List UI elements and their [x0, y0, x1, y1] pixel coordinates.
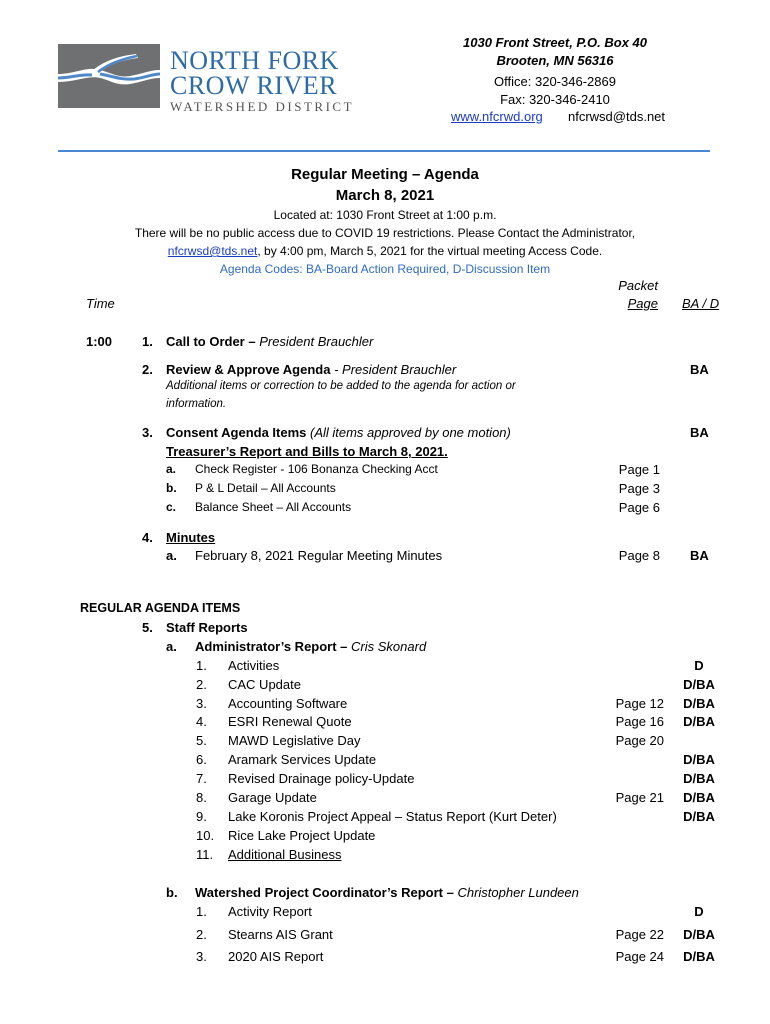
list-item-text: Revised Drainage policy-Update — [228, 771, 415, 786]
section-b — [195, 885, 579, 900]
address-line-2: Brooten, MN 56316 — [496, 53, 614, 68]
item-3-title: Consent Agenda Items — [166, 425, 307, 440]
page-title: Regular Meeting – Agenda — [291, 166, 479, 183]
section-a-label: a. — [166, 639, 177, 654]
agenda-codes: Agenda Codes: BA-Board Action Required, D-Discussion Item — [219, 262, 551, 276]
item-4a-code: BA — [690, 548, 709, 563]
item-2-code: BA — [690, 362, 709, 377]
logo-line-1: NORTH FORK — [170, 46, 339, 75]
item-3c-page: Page 6 — [618, 500, 660, 515]
list-item-num: 2. — [196, 927, 207, 942]
item-1-num: 1. — [142, 334, 153, 349]
item-3a: Check Register - 106 Bonanza Checking Acct — [195, 462, 438, 476]
fax-number: Fax: 320-346-2410 — [500, 92, 610, 107]
list-item-code: D/BA — [683, 809, 715, 824]
list-item-num: 10. — [196, 828, 215, 843]
list-item-num: 3. — [196, 949, 207, 964]
list-item-num: 8. — [196, 790, 207, 805]
list-item-page: Page 20 — [615, 733, 664, 748]
meeting-location: Located at: 1030 Front Street at 1:00 p.m. — [273, 208, 497, 222]
logo-line-3: WATERSHED DISTRICT — [170, 99, 355, 114]
list-item-text: Aramark Services Update — [228, 752, 377, 767]
list-item-code: D/BA — [683, 752, 715, 767]
list-item-page: Page 16 — [615, 714, 664, 729]
col-packet-2: Page — [627, 296, 658, 311]
office-phone: Office: 320-346-2869 — [494, 74, 616, 89]
item-1-title: Call to Order – — [166, 334, 256, 349]
section-b-label: b. — [166, 885, 178, 900]
time-1: 1:00 — [86, 334, 113, 349]
list-item-num: 4. — [196, 714, 207, 729]
list-item-num: 6. — [196, 752, 207, 767]
item-2-note-1: Additional items or correction to be added to the agenda for action or — [166, 380, 516, 392]
list-item-text: 2020 AIS Report — [228, 949, 324, 964]
list-item-text: Stearns AIS Grant — [228, 927, 333, 942]
list-item-text: CAC Update — [228, 677, 301, 692]
regular-heading: REGULAR AGENDA ITEMS — [80, 601, 241, 615]
covid-notice-2 — [0, 244, 770, 258]
header-divider — [58, 150, 710, 152]
list-item-text: Activities — [228, 658, 280, 673]
list-item-code: D/BA — [683, 677, 715, 692]
contact-email: nfcrwsd@tds.net — [568, 109, 666, 124]
list-item-num: 1. — [196, 904, 207, 919]
col-time: Time — [86, 296, 115, 311]
list-item-num: 5. — [196, 733, 207, 748]
list-item-text: Lake Koronis Project Appeal – Status Report (Kurt Deter) — [228, 809, 557, 824]
section-a-title: Administrator’s Report – — [195, 639, 348, 654]
list-item-num: 3. — [196, 696, 207, 711]
section-a — [195, 639, 426, 654]
list-item-text: Rice Lake Project Update — [228, 828, 376, 843]
list-item-num: 2. — [196, 677, 207, 692]
item-3 — [166, 425, 511, 440]
list-item-code: D/BA — [683, 927, 715, 942]
col-packet-1: Packet — [618, 278, 658, 293]
list-item-num: 9. — [196, 809, 207, 824]
list-item-code: D/BA — [683, 790, 715, 805]
item-2-num: 2. — [142, 362, 153, 377]
treasurer-heading: Treasurer’s Report and Bills to March 8, 2021. — [166, 444, 448, 459]
list-item-page: Page 21 — [615, 790, 664, 805]
list-item-code: D — [694, 904, 704, 919]
section-b-who: Christopher Lundeen — [453, 885, 579, 900]
list-item-text: Accounting Software — [228, 696, 348, 711]
list-item-code: D/BA — [683, 696, 715, 711]
section-b-title: Watershed Project Coordinator’s Report – — [195, 885, 454, 900]
item-5-num: 5. — [142, 620, 153, 635]
item-3-num: 3. — [142, 425, 153, 440]
meeting-date: March 8, 2021 — [335, 187, 435, 204]
item-4a: February 8, 2021 Regular Meeting Minutes — [195, 548, 443, 563]
item-3-who: (All items approved by one motion) — [306, 425, 511, 440]
item-2-title: Review & Approve Agenda — [166, 362, 331, 377]
item-2-who: - President Brauchler — [330, 362, 457, 377]
item-3b-page: Page 3 — [618, 481, 660, 496]
logo-line-2: CROW RIVER — [170, 71, 338, 100]
col-ba-d: BA / D — [682, 296, 720, 311]
notice-email-link[interactable]: nfcrwsd@tds.net — [167, 244, 258, 258]
item-4-title: Minutes — [166, 530, 216, 545]
list-item-code: D/BA — [683, 714, 715, 729]
item-3c-label: c. — [166, 500, 177, 514]
list-item-num: 1. — [196, 658, 207, 673]
item-4-num: 4. — [142, 530, 153, 545]
item-2-note-2: information. — [166, 398, 227, 410]
item-4a-page: Page 8 — [618, 548, 660, 563]
item-3a-page: Page 1 — [618, 462, 660, 477]
list-item-code: D/BA — [683, 949, 715, 964]
list-item-page: Page 22 — [615, 927, 664, 942]
item-3-code: BA — [690, 425, 709, 440]
item-3b: P & L Detail – All Accounts — [195, 481, 336, 495]
list-item-text: ESRI Renewal Quote — [228, 714, 352, 729]
website-link[interactable]: www.nfcrwd.org — [451, 109, 543, 124]
item-2 — [166, 362, 456, 377]
list-item-page: Page 24 — [615, 949, 664, 964]
list-item-num: 11. — [196, 847, 214, 862]
list-item-code: D/BA — [683, 771, 715, 786]
covid-notice-1: There will be no public access due to COVID 19 restrictions. Please Contact the Administrator, — [134, 226, 636, 240]
list-item-text: MAWD Legislative Day — [228, 733, 361, 748]
list-item-text: Additional Business — [228, 847, 342, 862]
notice-text: , by 4:00 pm, March 5, 2021 for the virtual meeting Access Code. — [257, 244, 603, 258]
item-1-who: President Brauchler — [255, 334, 374, 349]
list-item-page: Page 12 — [615, 696, 664, 711]
list-item-text: Activity Report — [228, 904, 312, 919]
logo-mark-icon — [58, 44, 160, 108]
list-item-num: 7. — [196, 771, 207, 786]
address-line-1: 1030 Front Street, P.O. Box 40 — [463, 35, 647, 50]
section-a-who: Cris Skonard — [347, 639, 427, 654]
item-3b-label: b. — [166, 481, 177, 495]
list-item-text: Garage Update — [228, 790, 317, 805]
item-5-title: Staff Reports — [166, 620, 248, 635]
item-4a-label: a. — [166, 548, 177, 563]
item-3c: Balance Sheet – All Accounts — [195, 500, 352, 514]
list-item-code: D — [694, 658, 704, 673]
item-1 — [166, 334, 373, 349]
item-3a-label: a. — [166, 462, 177, 476]
